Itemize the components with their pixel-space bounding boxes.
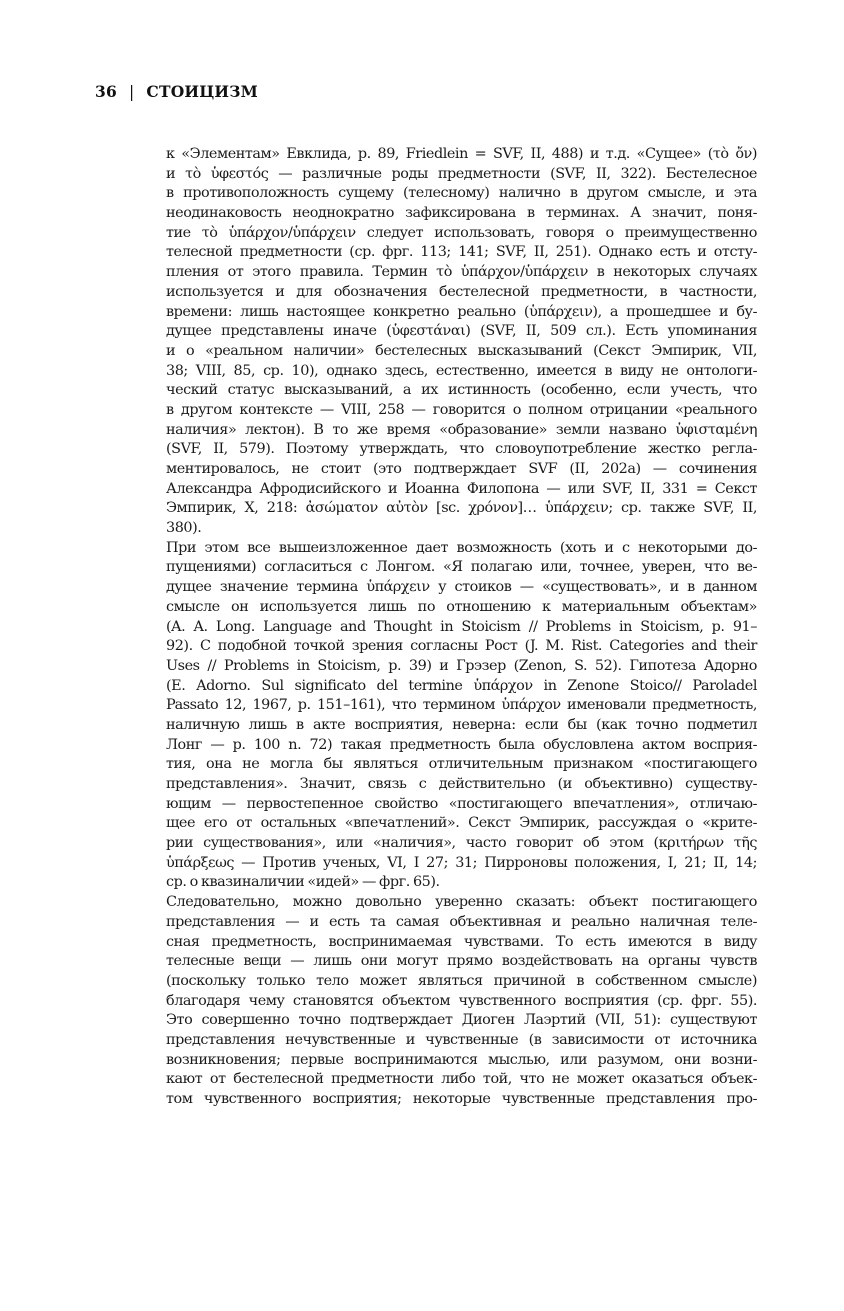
text-line: Эмпирик, X, 218: ἀσώματον αὐτὸν [sc. χρόνον]… ὑπάρχειν; ср. также SVF, II,	[166, 500, 757, 517]
paragraph	[166, 893, 757, 1110]
text-line: неодинаковость неоднократно зафиксирована в терминах. А значит, поня-	[166, 205, 757, 222]
text-line: телесные вещи — лишь они могут прямо воздействовать на органы чувств	[166, 953, 757, 970]
text-line: дущее представлены иначе (ὑφεστάναι) (SVF, II, 509 сл.). Есть упоминания	[166, 323, 757, 340]
running-title: СТОИЦИЗМ	[146, 82, 258, 101]
text-line: том чувственного восприятия; некоторые чувственные представления про-	[166, 1091, 757, 1107]
text-line: Лонг — p. 100 n. 72) такая предметность была обусловлена актом восприя-	[166, 736, 757, 753]
text-line: ющим — первостепенное свойство «постигающего впечатления», отличаю-	[166, 795, 757, 812]
text-line: Александра Афродисийского и Иоанна Филопона — или SVF, II, 331 = Секст	[166, 480, 757, 497]
text-line: щее его от остальных «впечатлений». Секст Эмпирик, рассуждая о «крите-	[166, 815, 757, 832]
text-line: рии существования», или «наличия», часто говорит об этом (κριτήρων τῆς	[166, 835, 757, 852]
text-line: в противоположность сущему (телесному) налично в другом смысле, и эта	[166, 185, 757, 202]
paragraph	[166, 145, 757, 539]
running-header	[95, 82, 258, 101]
text-line: ментировалось, не стоит (это подтверждает SVF (II, 202a) — сочинения	[166, 461, 757, 477]
text-line: наличия» лектон). В то же время «образование» земли названо ὑφισταμένη	[166, 421, 757, 438]
text-line: смысле он используется лишь по отношению к материальным объектам»	[166, 598, 757, 615]
text-line: Это совершенно точно подтверждает Диоген Лаэртий (VII, 51): существуют	[166, 1012, 757, 1029]
text-line: благодаря чему становятся объектом чувственного восприятия (ср. фрг. 55).	[166, 992, 757, 1009]
text-line: кают от бестелесной предметности либо той, что не может оказаться объек-	[166, 1071, 757, 1088]
paragraph	[166, 539, 757, 893]
text-line: При этом все вышеизложенное дает возможность (хоть и с некоторыми до-	[166, 539, 757, 556]
text-line: наличную лишь в акте восприятия, неверна: если бы (как точно подметил	[166, 716, 757, 733]
text-line: Uses // Problems in Stoicism, p. 39) и Грэзер (Zenon, S. 52). Гипотеза Адорно	[166, 657, 757, 674]
text-line: Passato 12, 1967, p. 151–161), что термином ὑπάρχον именовали предметность,	[166, 697, 757, 714]
text-line: телесной предметности (ср. фрг. 113; 141; SVF, II, 251). Однако есть и отсту-	[166, 244, 757, 261]
text-line: пления от этого правила. Термин τὸ ὑπάρχον/ὑπάρχειν в некоторых случаях	[166, 264, 757, 281]
text-line: (SVF, II, 579). Поэтому утверждать, что словоупотребление жестко регла-	[166, 441, 757, 458]
text-line: (E. Adorno. Sul significato del termine ὑπάρχον in Zenone Stoico// Paroladel	[166, 677, 757, 694]
text-line: 380).	[166, 520, 202, 537]
text-line: ὑπάρξεως — Против ученых, VI, I 27; 31; Пирроновы положения, I, 21; II, 14;	[166, 854, 757, 871]
text-line: (поскольку только тело может являться причиной в собственном смысле)	[166, 972, 757, 989]
text-line: к «Элементам» Евклида, p. 89, Friedlein = SVF, II, 488) и т.д. «Сущее» (τὸ ὄν)	[166, 146, 757, 162]
text-line: и о «реальном наличии» бестелесных высказываний (Секст Эмпирик, VII,	[166, 342, 757, 359]
text-line: в другом контексте — VIII, 258 — говорится о полном отрицании «реального	[166, 401, 757, 418]
text-line: представления — и есть та самая объективная и реально наличная теле-	[166, 913, 757, 930]
text-line: возникновения; первые воспринимаются мыслью, или разумом, они возни-	[166, 1051, 757, 1068]
text-line: времени: лишь настоящее конкретно реально (ὑπάρχειν), а прошедшее и бу-	[166, 303, 757, 320]
text-line: пущениями) согласиться с Лонгом. «Я полагаю или, точнее, уверен, что ве-	[166, 559, 757, 576]
text-line: представления». Значит, связь с действительно (и объективно) существу-	[166, 776, 757, 792]
text-line: 38; VIII, 85, ср. 10), однако здесь, естественно, имеется в виду не онтологи-	[166, 362, 757, 379]
text-line: (A. A. Long. Language and Thought in Stoicism // Problems in Stoicism, p. 91–	[166, 618, 757, 635]
page-number: 36	[95, 82, 117, 101]
text-line: ср. о квазиналичии «идей» — фрг. 65).	[166, 874, 440, 891]
text-line: и τὸ ὑφεστός — различные роды предметности (SVF, II, 322). Бестелесное	[166, 165, 757, 182]
text-line: 92). С подобной точкой зрения согласны Рост (J. M. Rist. Categories and their	[166, 638, 757, 655]
text-line: тие τὸ ὑπάρχον/ὑπάρχειν следует использовать, говоря о преимущественно	[166, 224, 757, 241]
text-line: сная предметность, воспринимаемая чувствами. То есть имеются в виду	[166, 933, 757, 950]
header-separator: |	[128, 83, 135, 101]
text-line: тия, она не могла бы являться отличительным признаком «постигающего	[166, 756, 757, 773]
text-line: Следовательно, можно довольно уверенно сказать: объект постигающего	[166, 894, 757, 911]
text-line: представления нечувственные и чувственные (в зависимости от источника	[166, 1031, 757, 1048]
page-body	[166, 145, 757, 1110]
text-line: дущее значение термина ὑπάρχειν у стоиков — «существовать», и в данном	[166, 579, 757, 596]
text-line: используется и для обозначения бестелесной предметности, в частности,	[166, 283, 757, 300]
text-line: ческий статус высказываний, а их истинность (особенно, если учесть, что	[166, 382, 757, 399]
